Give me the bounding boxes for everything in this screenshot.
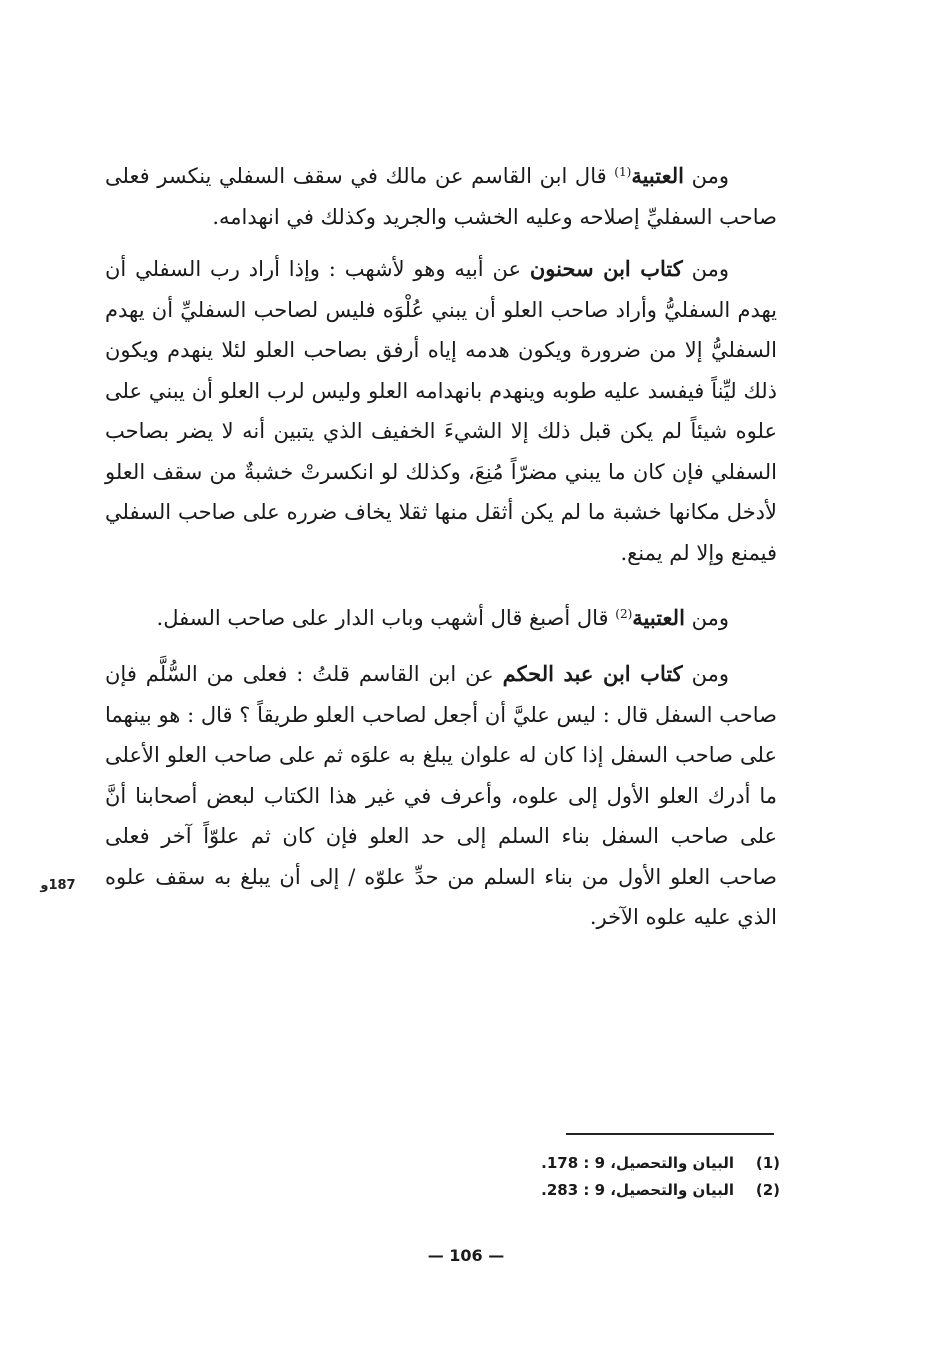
footnote-2-number: (2) [755, 1181, 780, 1199]
footnotes [480, 1150, 780, 1204]
footnote-1 [480, 1150, 780, 1177]
footnote-1-text: البيان والتحصيل، 9 : 178. [541, 1154, 734, 1172]
paragraph-1 [105, 156, 777, 237]
paragraph-2-source: كتاب ابن سحنون [529, 256, 683, 281]
paragraph-4-lead: ومن [691, 662, 729, 686]
paragraph-1-lead: ومن [691, 164, 730, 188]
paragraph-3-text: قال أصبغ قال أشهب وباب الدار على صاحب السفل. [156, 606, 616, 630]
paragraph-1-text: قال ابن القاسم عن مالك في سقف السفلي ينكسر فعلى صاحب السفليِّ إصلاحه وعليه الخشب والجريد وكذلك في انهدامه. [105, 164, 777, 229]
paragraph-2-text: عن أبيه وهو لأشهب : وإذا أراد رب السفلي أن يهدم السفليُّ وأراد صاحب العلو أن يبني عُلْوَه فليس لصاحب السفليِّ أن يهدم السفليُّ إلا من ضرورة ويكون هدمه إياه أرفق بصاحب العلو لئلا ينهدم ويكون ذلك ليِّناً فيفسد عليه طوبه وينهدم بانهدامه العلو وليس لرب العلو أن يبني على علوه شيئاً لم يكن قبل ذلك إلا الشيءَ الخفيف الذي يتبين أنه لا يضر بصاحب السفلي فإن كان ما يبني مضرّاً مُنِعَ، وكذلك لو انكسرتْ خشبةٌ من سقف العلو لأدخل مكانها خشبة ما لم يكن أثقل منها ثقلا يخاف ضرره على صاحب السفلي فيمنع وإلا لم يمنع. [105, 257, 777, 565]
paragraph-3 [105, 598, 777, 639]
footnote-2 [480, 1177, 780, 1204]
paragraph-3-source: العتبية [632, 605, 685, 630]
paragraph-1-source: العتبية [631, 163, 684, 188]
footnote-separator [566, 1133, 774, 1135]
paragraph-4-text: عن ابن القاسم قلتُ : فعلى من السُّلَّم فإن صاحب السفل قال : ليس عليَّ أن أجعل لصاحب العلو طريقاً ؟ قال : هو بينهما على صاحب السفل إذا كان له علوان يبلغ به علوَه ثم على صاحب العلو الأعلى ما أدرك العلو الأول إلى علوه، وأعرف في غير هذا الكتاب لبعض أصحابنا أنَّ على صاحب السفل بناء السلم إلى حد العلو فإن كان ثم علوّاً آخر فعلى صاحب العلو الأول من بناء السلم من حدِّ علوّه / إلى أن يبلغ به سقف علوه الذي عليه علوه الآخر. [105, 662, 777, 929]
paragraph-4-source: كتاب ابن عبد الحكم [502, 661, 683, 686]
footnote-1-number: (1) [755, 1154, 780, 1172]
paragraph-2-lead: ومن [691, 257, 729, 281]
paragraph-3-lead: ومن [691, 606, 729, 630]
paragraph-2 [105, 249, 777, 573]
footnote-mark-2[interactable]: (2) [615, 607, 633, 621]
manuscript-folio-note: 187و [40, 878, 76, 893]
paragraph-4 [105, 654, 777, 938]
footnote-2-text: البيان والتحصيل، 9 : 283. [541, 1181, 734, 1199]
page-number: — 106 — [427, 1246, 505, 1265]
footnote-mark-1[interactable]: (1) [614, 165, 632, 179]
